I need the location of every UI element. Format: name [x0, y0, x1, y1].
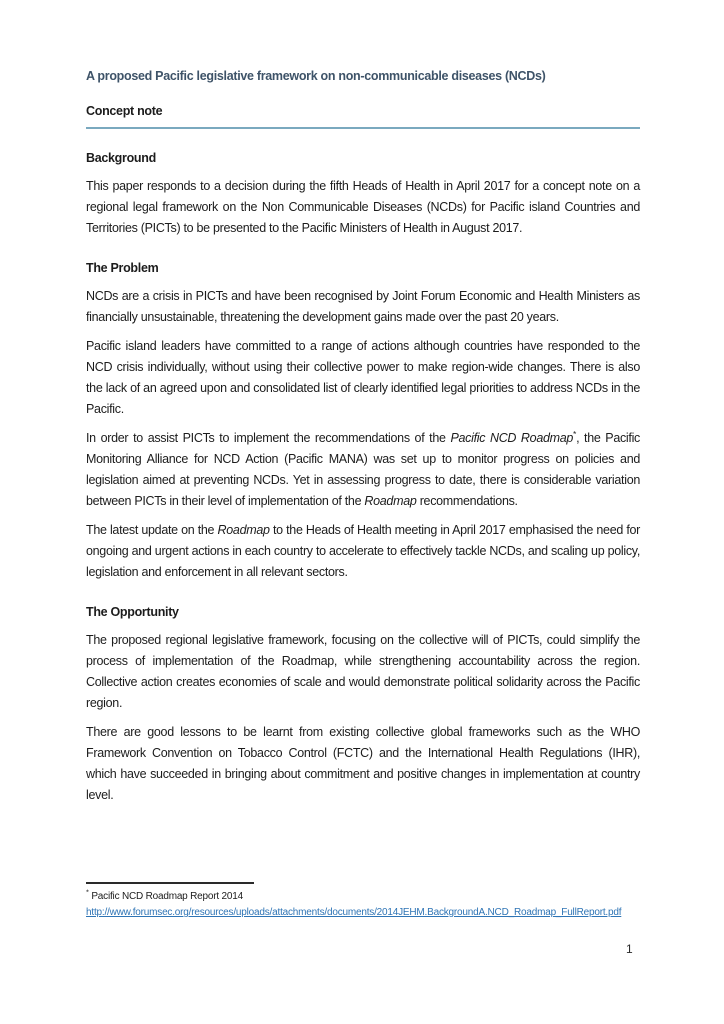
section-heading-background: Background [86, 151, 156, 165]
paragraph-opportunity-2: There are good lessons to be learnt from existing collective global frameworks such as the WHO Framework Convention on Tobacco Control (FCTC) and the International Health Regulations (IHR), which have succeeded in bringing about commitment and positive changes in implementation at country level. [86, 725, 640, 802]
footnote-citation: Pacific NCD Roadmap Report 2014 [91, 891, 243, 902]
text-run: In order to assist PICTs to implement the recommendations of the [86, 431, 451, 445]
footnote-reference-asterisk: * [573, 428, 577, 439]
footnote-separator-line [86, 882, 254, 884]
text-run: , the Pacific Monitoring Alliance for NCD Action (Pacific MANA) was set up to monitor progress on policies and legislation aimed at preventing NCDs. Yet in assessing progress to date, there is considerable variation between PICTs in their level of implementation of the [86, 431, 641, 508]
text-run-italic: Pacific NCD Roadmap [450, 431, 574, 445]
document-content [86, 66, 640, 806]
text-run: to the Heads of Health meeting in April 2017 emphasised the need for ongoing and urgent actions in each country to accelerate to effectively tackle NCDs, and scaling up policy, legislation and enforcement in all relevant sectors. [86, 523, 641, 579]
concept-note-heading: Concept note [86, 101, 640, 129]
paragraph-problem-3 [86, 428, 640, 512]
paragraph-problem-2: Pacific island leaders have committed to a range of actions although countries have responded to the NCD crisis individually, without using their collective power to make region-wide changes. There is also the lack of an agreed upon and consolidated list of clearly identified legal priorities to address NCDs in the Pacific. [86, 339, 640, 416]
section-heading-opportunity: The Opportunity [86, 605, 179, 619]
footnote-text [86, 889, 640, 904]
paragraph-problem-4 [86, 520, 640, 583]
text-run: recommendations. [416, 494, 518, 508]
footnote-marker-asterisk: * [86, 887, 89, 897]
footnote-hyperlink[interactable]: http://www.forumsec.org/resources/uploads/attachments/documents/2014JEHM.BackgroundA.NCD_Roadmap_FullReport.pdf [86, 907, 622, 918]
paragraph-opportunity-1: The proposed regional legislative framework, focusing on the collective will of PICTs, could simplify the process of implementation of the Roadmap, while strengthening accountability across the region. Collective action creates economies of scale and would demonstrate political solidarity across the Pacific region. [86, 633, 640, 710]
footnote-area [86, 882, 640, 920]
paragraph-problem-1: NCDs are a crisis in PICTs and have been recognised by Joint Forum Economic and Health Ministers as financially unsustainable, threatening the development gains made over the past 20 years. [86, 289, 640, 324]
text-run-italic: Roadmap [364, 494, 417, 508]
paragraph-background-1: This paper responds to a decision during the fifth Heads of Health in April 2017 for a concept note on a regional legal framework on the Non Communicable Diseases (NCDs) for Pacific island Countries and Territories (PICTs) to be presented to the Pacific Ministers of Health in August 2017. [86, 179, 640, 235]
text-run: The latest update on the [86, 523, 218, 537]
text-run-italic: Roadmap [217, 523, 270, 537]
section-heading-problem: The Problem [86, 261, 159, 275]
page-number: 1 [622, 942, 637, 956]
document-title: A proposed Pacific legislative framework on non-communicable diseases (NCDs) [86, 69, 546, 83]
